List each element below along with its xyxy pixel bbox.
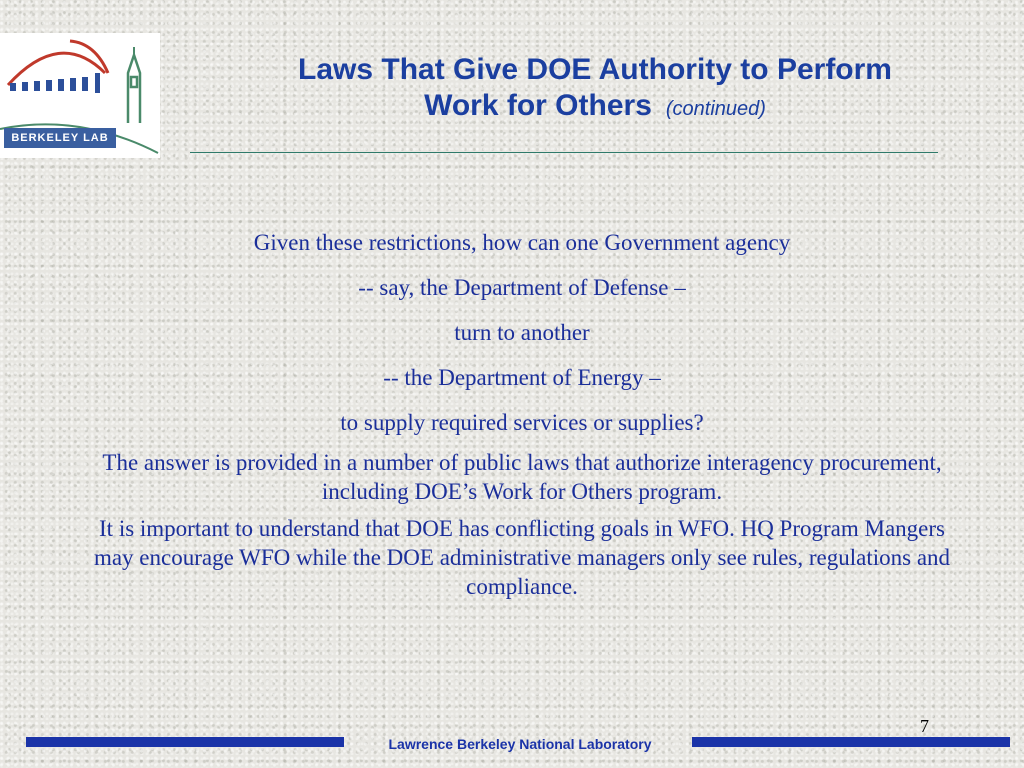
title-line-2: Work for Others: [424, 89, 652, 122]
page-number: 7: [920, 716, 929, 736]
footer-label: Lawrence Berkeley National Laboratory: [388, 736, 652, 752]
question-line-4: -- the Department of Energy –: [383, 365, 661, 390]
title-line-2-wrap: [170, 88, 1020, 127]
question-line-3: turn to another: [454, 320, 590, 345]
question-line-2: -- say, the Department of Defense –: [358, 275, 686, 300]
slide-body: [70, 228, 974, 609]
title-divider: [190, 152, 938, 153]
answer-paragraph: The answer is provided in a number of public laws that authorize interagency procurement, including DOE’s Work for Others program.: [102, 450, 942, 504]
question-line-1: Given these restrictions, how can one Government agency: [253, 230, 791, 255]
title-continued: (continued): [665, 98, 766, 120]
title-line-1: Laws That Give DOE Authority to Perform: [298, 53, 892, 86]
conflict-paragraph: It is important to understand that DOE has conflicting goals in WFO. HQ Program Mangers may encourage WFO while the DOE administrative managers only see rules, regulations and compliance.: [93, 516, 951, 599]
question-line-5: to supply required services or supplies?: [340, 410, 704, 435]
logo-text: BERKELEY LAB: [4, 128, 116, 148]
footer-bar-left: [26, 737, 344, 747]
berkeley-lab-logo: [0, 33, 160, 158]
page-title: [170, 52, 1020, 127]
footer-bar-right: [692, 737, 1010, 747]
